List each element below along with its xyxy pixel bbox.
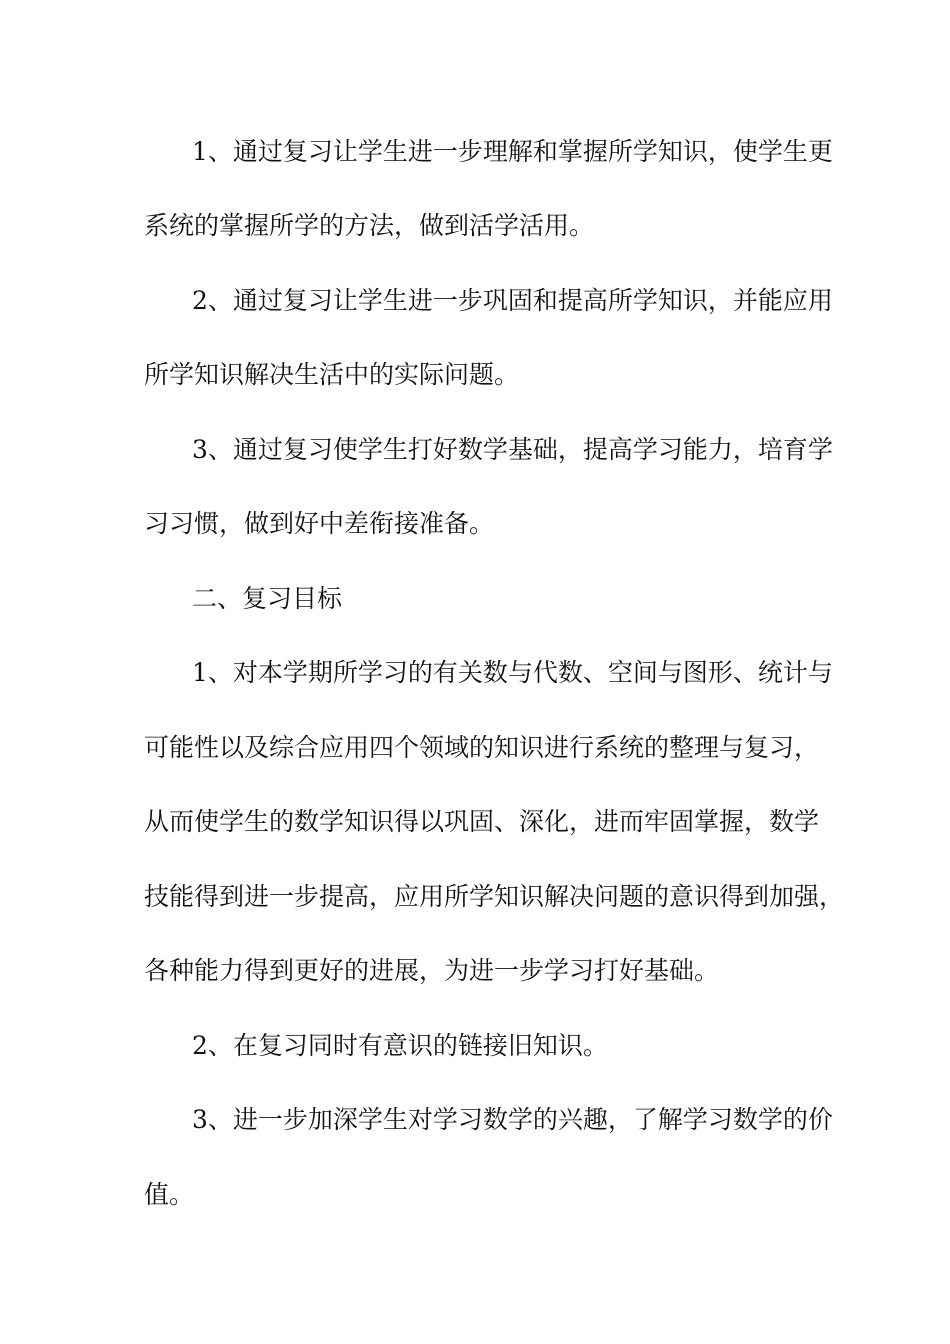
text-line: 习习惯，做到好中差衔接准备。 bbox=[144, 509, 495, 538]
text-line: 系统的掌握所学的方法，做到活学活用。 bbox=[144, 211, 595, 240]
objective-1-line-3 bbox=[0, 802, 950, 842]
text-line: 技能得到进一步提高，应用所学知识解决问题的意识得到加强， bbox=[144, 882, 845, 911]
objective-2-line-1 bbox=[0, 1026, 950, 1066]
goal-1-line-1 bbox=[0, 132, 950, 172]
goal-1-line-2 bbox=[0, 206, 950, 246]
objective-1-line-4 bbox=[0, 877, 950, 917]
text-line: 3、通过复习使学生打好数学基础，提高学习能力，培育学 bbox=[192, 435, 833, 464]
goal-3-line-2 bbox=[0, 504, 950, 544]
text-line: 2、通过复习让学生进一步巩固和提高所学知识，并能应用 bbox=[192, 286, 833, 315]
objective-1-line-2 bbox=[0, 728, 950, 768]
text-line: 可能性以及综合应用四个领域的知识进行系统的整理与复习， bbox=[144, 733, 820, 762]
objective-3-line-2 bbox=[0, 1175, 950, 1215]
text-line: 所学知识解决生活中的实际问题。 bbox=[144, 360, 520, 389]
section-heading: 二、复习目标 bbox=[192, 584, 343, 613]
text-line: 2、在复习同时有意识的链接旧知识。 bbox=[192, 1031, 608, 1060]
text-line: 各种能力得到更好的进展，为进一步学习打好基础。 bbox=[144, 956, 720, 985]
text-line: 从而使学生的数学知识得以巩固、深化，进而牢固掌握，数学 bbox=[144, 807, 820, 836]
text-line: 1、对本学期所学习的有关数与代数、空间与图形、统计与 bbox=[192, 658, 833, 687]
objective-3-line-1 bbox=[0, 1100, 950, 1140]
text-line: 1、通过复习让学生进一步理解和掌握所学知识，使学生更 bbox=[192, 137, 833, 166]
text-line: 3、进一步加深学生对学习数学的兴趣，了解学习数学的价 bbox=[192, 1105, 833, 1134]
goal-2-line-1 bbox=[0, 281, 950, 321]
text-line: 值。 bbox=[144, 1180, 195, 1209]
goal-2-line-2 bbox=[0, 355, 950, 395]
objective-1-line-1 bbox=[0, 653, 950, 693]
objective-1-line-5 bbox=[0, 951, 950, 991]
section-heading-review-goals bbox=[0, 579, 950, 619]
goal-3-line-1 bbox=[0, 430, 950, 470]
